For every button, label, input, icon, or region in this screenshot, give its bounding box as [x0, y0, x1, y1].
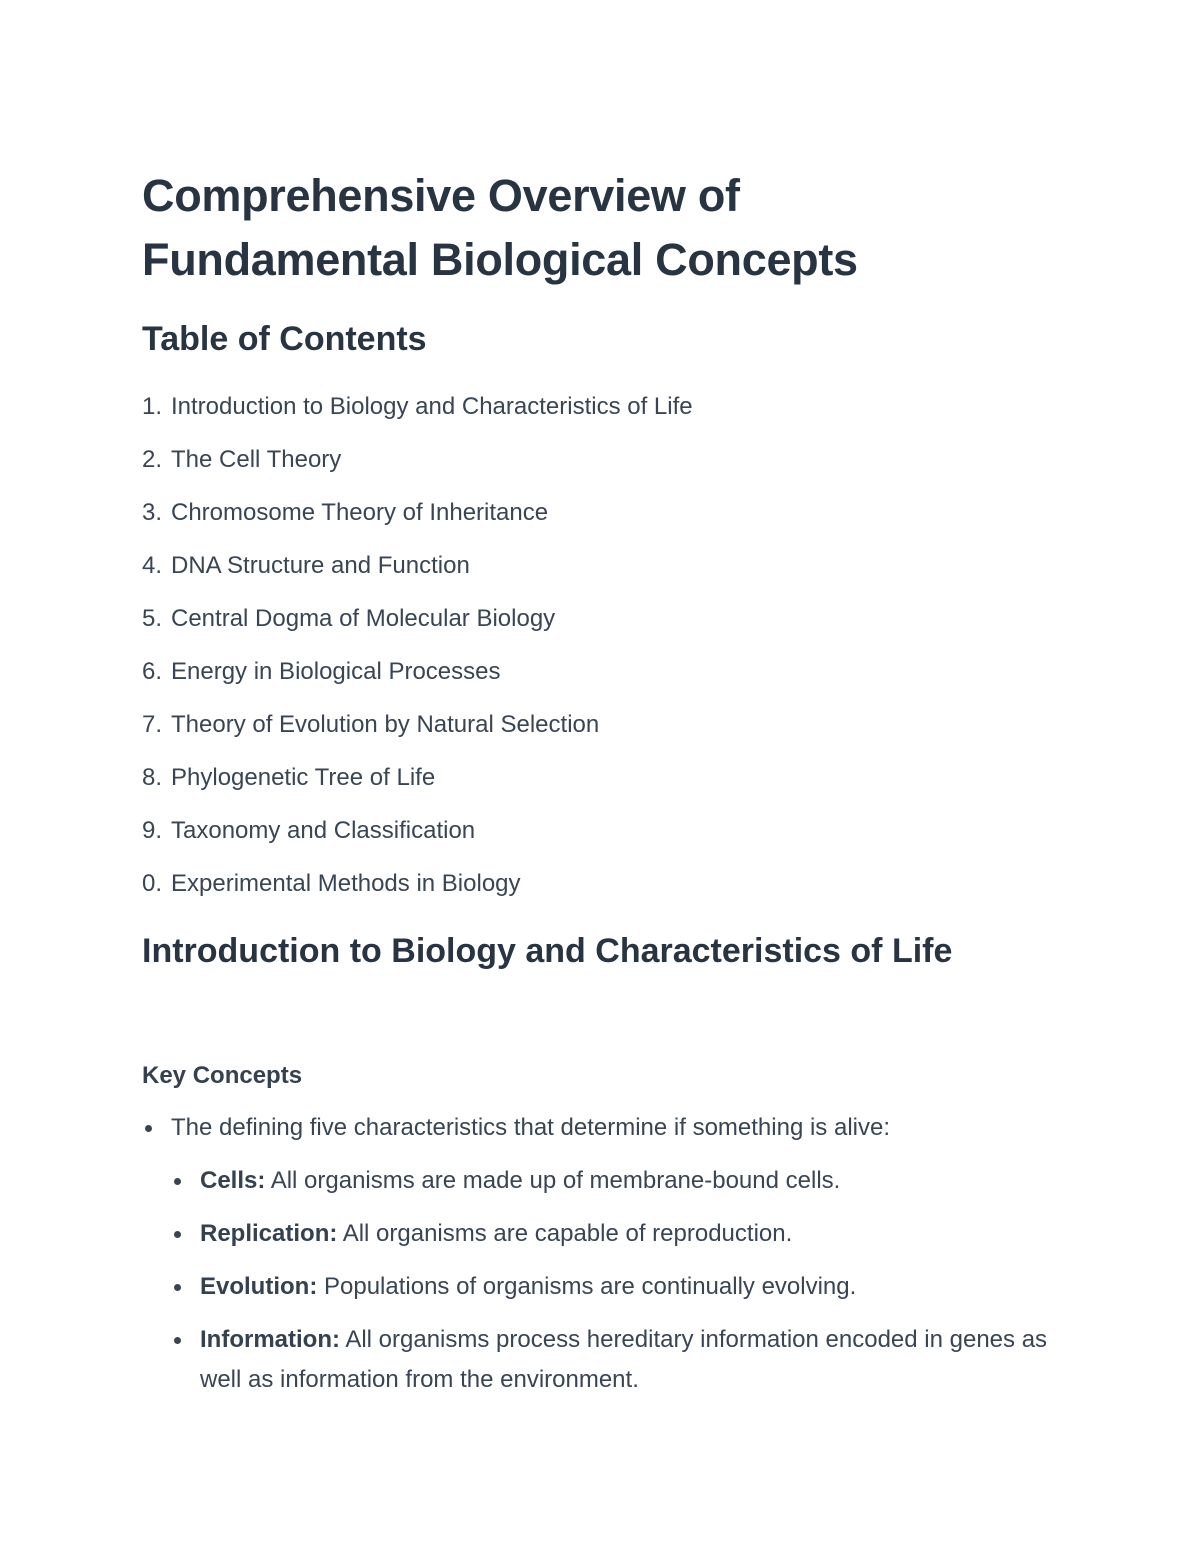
title-line-2: Fundamental Biological Concepts: [142, 234, 858, 285]
toc-item[interactable]: [142, 698, 693, 751]
bullet-icon: [174, 1178, 181, 1185]
list-item: [142, 1267, 1072, 1307]
toc-heading: Table of Contents: [142, 320, 427, 358]
toc-item-number: 7.: [142, 711, 163, 738]
list-item: [142, 1320, 1072, 1400]
term-description: Populations of organisms are continually evolving.: [317, 1273, 857, 1300]
list-item: [142, 1161, 1072, 1201]
term-label: Information:: [200, 1326, 340, 1353]
toc-item[interactable]: [142, 751, 693, 804]
toc-item-number: 0.: [142, 870, 163, 897]
toc-item-label: The Cell Theory: [171, 446, 342, 473]
toc-item[interactable]: [142, 645, 693, 698]
toc-item-number: 9.: [142, 817, 163, 844]
document-title: [142, 164, 858, 292]
toc-item[interactable]: [142, 539, 693, 592]
term-label: Replication:: [200, 1220, 338, 1247]
bullet-icon: [174, 1284, 181, 1291]
bullet-icon: [174, 1231, 181, 1238]
toc-item-label: Theory of Evolution by Natural Selection: [171, 711, 600, 738]
toc-item[interactable]: [142, 857, 693, 910]
key-concepts-list: [142, 1108, 1072, 1413]
toc-item-label: Energy in Biological Processes: [171, 658, 501, 685]
section-heading: Introduction to Biology and Characteristics of Life: [142, 932, 953, 970]
toc-item-label: Central Dogma of Molecular Biology: [171, 605, 556, 632]
toc-item[interactable]: [142, 486, 693, 539]
list-item: [142, 1108, 1072, 1148]
toc-item[interactable]: [142, 380, 693, 433]
key-concepts-heading: Key Concepts: [142, 1062, 303, 1089]
term-description: All organisms are capable of reproduction.: [337, 1220, 793, 1247]
toc-item[interactable]: [142, 804, 693, 857]
toc-item-number: 4.: [142, 552, 163, 579]
list-item-text: The defining five characteristics that determine if something is alive:: [171, 1114, 891, 1141]
toc-item-label: Experimental Methods in Biology: [171, 870, 521, 897]
bullet-icon: [145, 1125, 152, 1132]
toc-item-number: 2.: [142, 446, 163, 473]
table-of-contents: [142, 380, 693, 910]
toc-item[interactable]: [142, 433, 693, 486]
term-description: All organisms process hereditary information encoded in genes as well as information from the environment.: [200, 1326, 1048, 1393]
toc-item-label: Introduction to Biology and Characteristics of Life: [171, 393, 693, 420]
toc-item-number: 3.: [142, 499, 163, 526]
toc-item-number: 8.: [142, 764, 163, 791]
term-label: Evolution:: [200, 1273, 318, 1300]
toc-item-label: Chromosome Theory of Inheritance: [171, 499, 549, 526]
bullet-icon: [174, 1337, 181, 1344]
toc-item-label: DNA Structure and Function: [171, 552, 470, 579]
toc-item-label: Phylogenetic Tree of Life: [171, 764, 436, 791]
toc-item-number: 1.: [142, 393, 163, 420]
toc-item-number: 6.: [142, 658, 163, 685]
term-description: All organisms are made up of membrane-bound cells.: [265, 1167, 841, 1194]
toc-item-label: Taxonomy and Classification: [171, 817, 476, 844]
toc-item-number: 5.: [142, 605, 163, 632]
toc-item[interactable]: [142, 592, 693, 645]
list-item: [142, 1214, 1072, 1254]
title-line-1: Comprehensive Overview of: [142, 170, 740, 221]
term-label: Cells:: [200, 1167, 266, 1194]
